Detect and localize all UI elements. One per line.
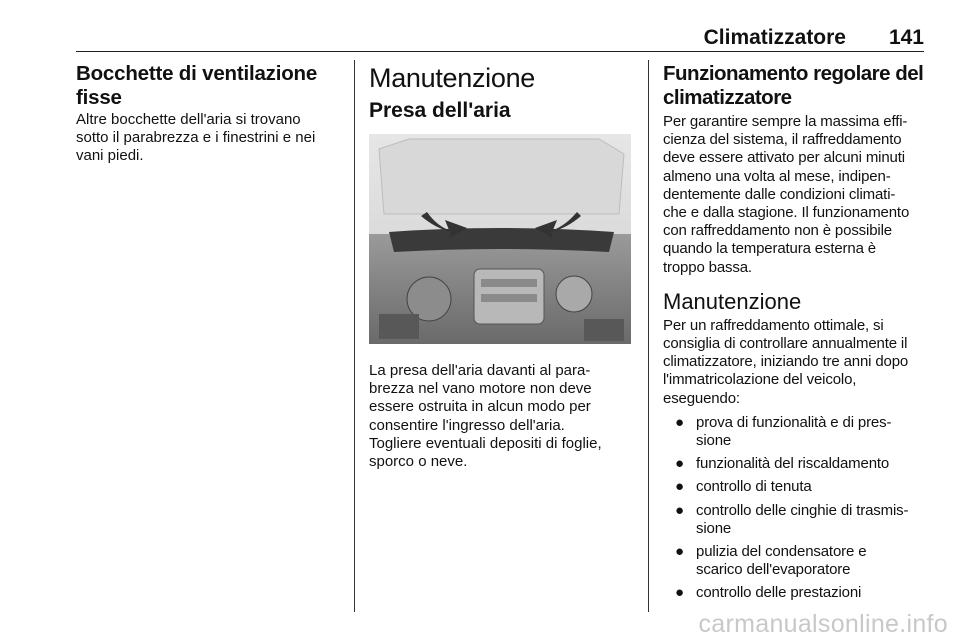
column-divider-1 [354,60,355,612]
col3-body1 [663,113,925,277]
list-item-line: funzionalità del riscaldamento [696,455,890,473]
column-1 [76,62,342,166]
engine-bay-illustration [369,134,631,344]
text-line: almeno una volta al mese, indipen- [663,167,891,185]
heading-line: fisse [76,86,122,109]
list-item-line: scarico dell'evaporatore [696,561,851,579]
column-divider-2 [648,60,649,612]
header-rule [76,51,924,52]
list-item-line: sione [696,519,732,537]
col3-body2 [663,317,925,408]
col1-body [76,111,342,166]
list-item-line: controllo delle prestazioni [696,584,862,602]
text-line: eseguendo: [663,389,740,407]
list-item [663,584,925,602]
list-item-line: pulizia del condensatore e [696,543,867,561]
text-line: consentire l'ingresso dell'aria. [369,416,565,434]
list-item [663,455,925,473]
text-line: Togliere eventuali depositi di foglie, [369,434,602,452]
bullet-icon: ● [675,413,684,431]
list-item-line: sione [696,432,732,450]
text-line: La presa dell'aria davanti al para- [369,362,591,379]
text-line: consiglia di controllare annualmente il [663,335,908,353]
list-item [663,478,925,496]
list-item-line: controllo delle cinghie di trasmis- [696,501,909,519]
page-header [76,26,924,52]
list-item [663,502,925,538]
maintenance-checklist [663,414,925,603]
text-line: troppo bassa. [663,258,752,276]
bullet-icon: ● [675,543,684,561]
text-line: con raffreddamento non è possibile [663,222,892,240]
column-3 [663,62,925,608]
text-line: vani piedi. [76,147,144,165]
heading-fixed-vents [76,62,342,110]
watermark-link[interactable]: carmanualsonline.info [698,610,948,638]
text-line: brezza nel vano motore non deve [369,380,592,398]
text-line: cienza del sistema, il raffreddamento [663,131,902,149]
bullet-icon: ● [675,478,684,496]
engine-bay-photo [369,134,631,344]
heading-line: climatizzatore [663,86,792,109]
bullet-icon: ● [675,584,684,602]
heading-maintenance: Manutenzione [369,63,536,93]
text-line: deve essere attivato per alcuni minuti [663,149,905,167]
text-line: Per garantire sempre la massima effi- [663,113,908,130]
text-line: Per un raffreddamento ottimale, si [663,316,884,334]
heading-maintenance-section: Manutenzione [663,288,802,314]
page-section-title: Climatizzatore [703,26,846,49]
text-line: Altre bocchette dell'aria si trovano [76,111,301,128]
heading-line: Bocchette di ventilazione [76,62,318,85]
bullet-icon: ● [675,501,684,519]
text-line: sporco o neve. [369,453,468,471]
list-item-line: prova di funzionalità e di pres- [696,413,892,431]
page-number: 141 [888,26,924,49]
list-item [663,414,925,450]
heading-regular-operation [663,62,925,110]
subheading-air-intake: Presa dell'aria [369,99,511,122]
col2-body [369,362,635,471]
bullet-icon: ● [675,455,684,473]
text-line: dentemente dalle condizioni climati- [663,185,896,203]
list-item [663,543,925,579]
list-item-line: controllo di tenuta [696,478,812,496]
text-line: essere ostruita in alcun modo per [369,398,591,416]
text-line: climatizzatore, iniziando tre anni dopo [663,353,909,371]
heading-line: Funzionamento regolare del [663,62,924,85]
text-line: l'immatricolazione del veicolo, [663,371,857,389]
text-line: che e dalla stagione. Il funzionamento [663,204,910,222]
text-line: sotto il parabrezza e i finestrini e nei [76,129,316,147]
column-2 [369,62,635,471]
text-line: quando la temperatura esterna è [663,240,876,258]
